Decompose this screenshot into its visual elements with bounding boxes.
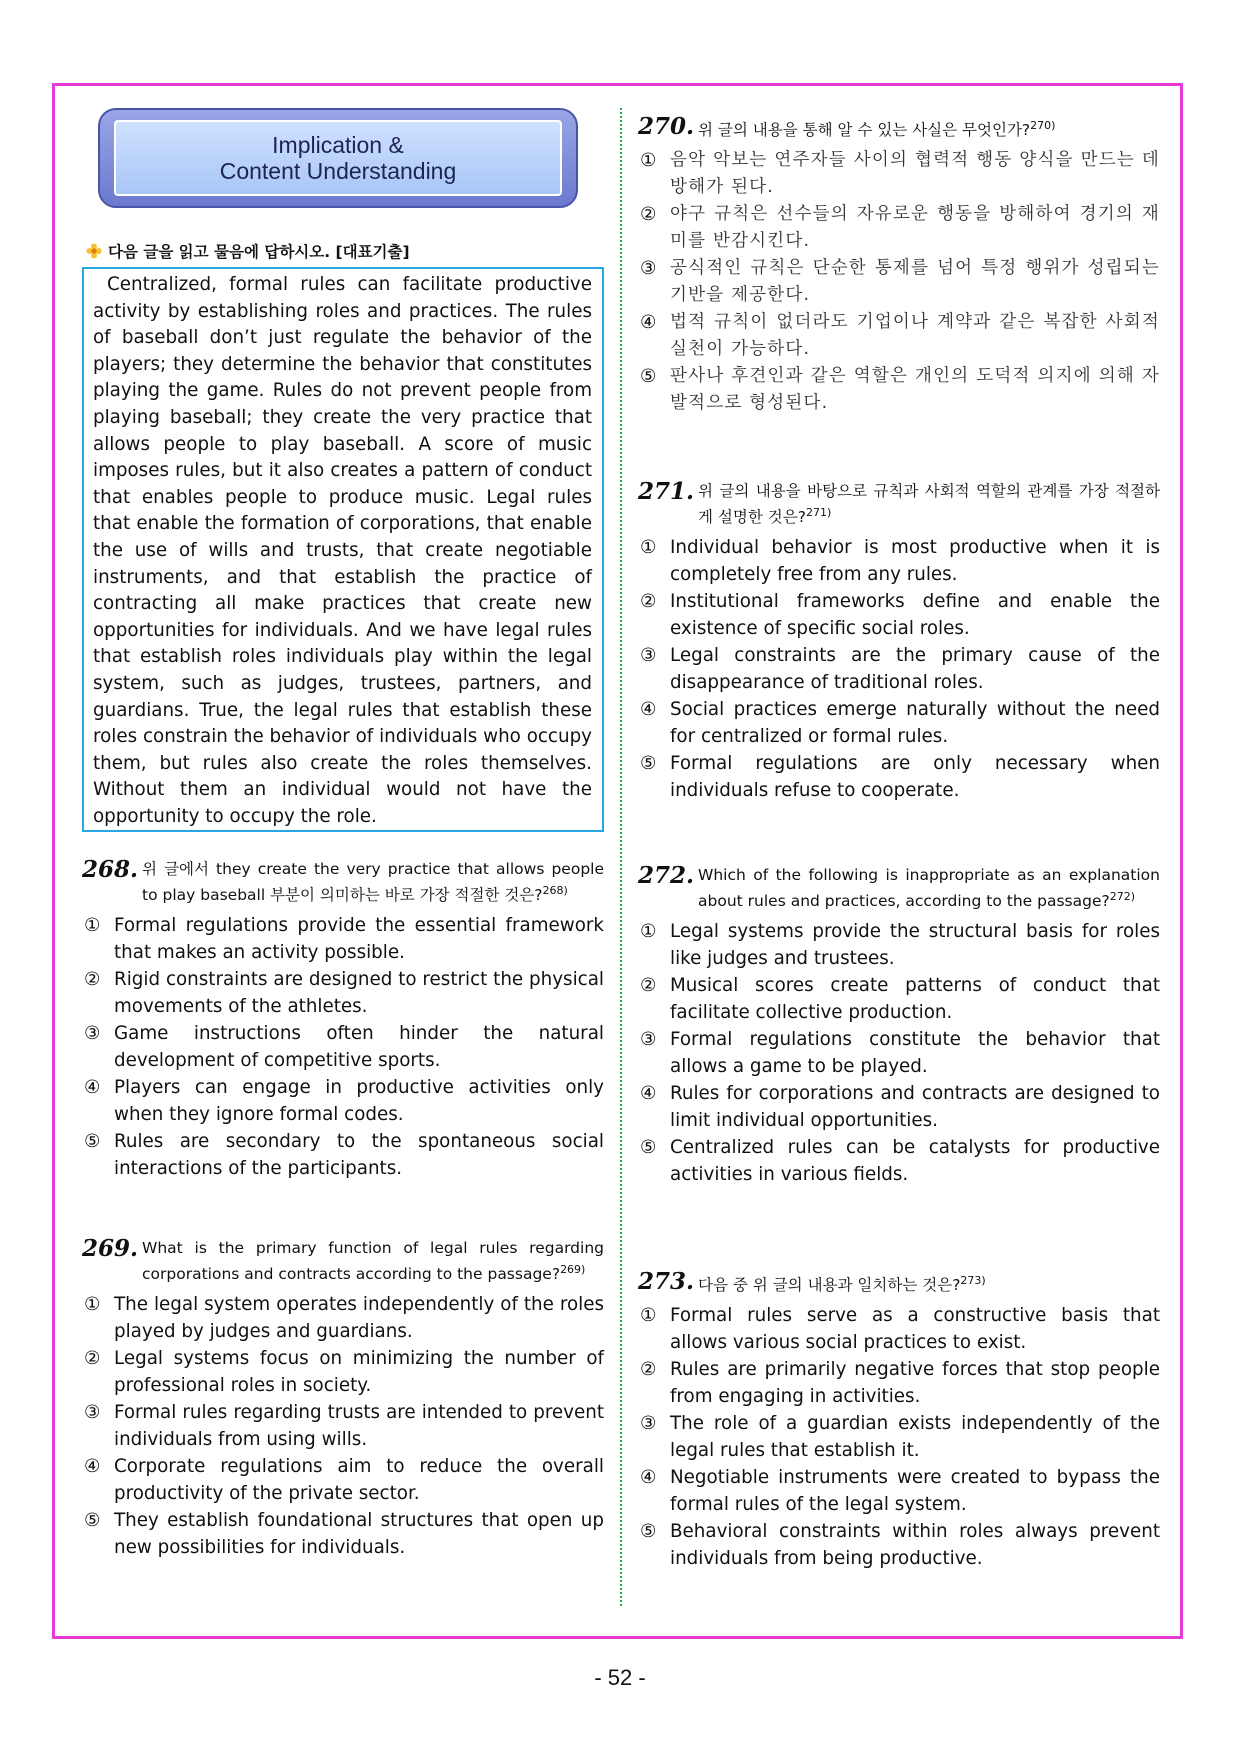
option-mark: ⑤ <box>640 1521 657 1543</box>
option-text: The legal system operates independently of the roles played by judges and guardians. <box>114 1294 604 1343</box>
option-3[interactable] <box>82 1020 604 1074</box>
question-272 <box>638 864 1160 1188</box>
option-2[interactable] <box>82 966 604 1020</box>
option-1[interactable] <box>82 1291 604 1345</box>
option-text: Social practices emerge naturally without the need for centralized or formal rules. <box>670 699 1160 748</box>
option-text: 판사나 후견인과 같은 역할은 개인의 도덕적 의지에 의해 자발적으로 형성된다. <box>670 366 1160 414</box>
option-mark: ② <box>84 1348 101 1370</box>
option-text: Rules are secondary to the spontaneous social interactions of the participants. <box>114 1131 604 1180</box>
option-3[interactable] <box>638 1410 1160 1464</box>
question-ref: 268) <box>542 884 568 897</box>
option-2[interactable] <box>82 1345 604 1399</box>
option-2[interactable] <box>638 1356 1160 1410</box>
option-5[interactable] <box>638 1134 1160 1188</box>
option-mark: ④ <box>640 699 657 721</box>
option-mark: ⑤ <box>640 753 657 775</box>
section-title-line1: Implication & <box>272 132 404 158</box>
option-text: 공식적인 규칙은 단순한 통제를 넘어 특정 행위가 성립되는 기반을 제공한다. <box>670 258 1160 306</box>
option-text: Legal systems provide the structural basis for roles like judges and trustees. <box>670 921 1160 970</box>
option-text: Formal rules serve as a constructive basis that allows various social practices to exist. <box>670 1305 1160 1354</box>
option-list <box>638 147 1160 417</box>
question-stem <box>698 1270 1160 1296</box>
option-text: Game instructions often hinder the natural development of competitive sports. <box>114 1023 604 1072</box>
option-1[interactable] <box>638 918 1160 972</box>
option-mark: ③ <box>84 1023 101 1045</box>
option-1[interactable] <box>638 1302 1160 1356</box>
option-text: They establish foundational structures that open up new possibilities for individuals. <box>114 1510 604 1559</box>
option-list <box>638 918 1160 1188</box>
option-4[interactable] <box>638 696 1160 750</box>
option-3[interactable] <box>82 1399 604 1453</box>
question-number: 269. <box>82 1235 139 1262</box>
option-mark: ③ <box>84 1402 101 1424</box>
option-4[interactable] <box>82 1074 604 1128</box>
option-list <box>638 534 1160 804</box>
question-270 <box>638 115 1160 417</box>
option-mark: ⑤ <box>640 366 657 388</box>
option-text: Formal regulations are only necessary when individuals refuse to cooperate. <box>670 753 1160 802</box>
option-mark: ② <box>640 204 657 226</box>
question-stem-text: 다음 중 위 글의 내용과 일치하는 것은? <box>698 1276 961 1295</box>
option-text: 음악 악보는 연주자들 사이의 협력적 행동 양식을 만드는 데 방해가 된다. <box>670 150 1160 198</box>
option-mark: ② <box>640 1359 657 1381</box>
option-mark: ② <box>640 591 657 613</box>
option-text: Negotiable instruments were created to bypass the formal rules of the legal system. <box>670 1467 1160 1516</box>
option-5[interactable] <box>638 1518 1160 1572</box>
option-mark: ① <box>640 921 657 943</box>
option-list <box>82 912 604 1182</box>
page-number: - 52 - <box>594 1665 646 1690</box>
question-stem <box>698 480 1160 528</box>
question-stem-text: Which of the following is inappropriate as an explanation about rules and practices, according to the passage? <box>698 866 1160 911</box>
option-2[interactable] <box>638 972 1160 1026</box>
question-stem-text: What is the primary function of legal rules regarding corporations and contracts according to the passage? <box>142 1239 604 1284</box>
option-3[interactable] <box>638 255 1160 309</box>
option-mark: ① <box>640 1305 657 1327</box>
section-title-inner <box>114 120 562 196</box>
question-273 <box>638 1270 1160 1572</box>
option-text: Legal systems focus on minimizing the number of professional roles in society. <box>114 1348 604 1397</box>
reading-passage: Centralized, formal rules can facilitate productive activity by establishing roles and practices. The rules of baseball don’t just regulate the behavior of the players; they determine the behavior that constitutes playing the game. Rules do not prevent people from playing baseball; they create the very practice that allows people to play baseball. A score of music imposes rules, but it also creates a pattern of conduct that enables people to produce music. Legal rules that enable the formation of corporations, that enable the use of wills and trusts, that create negotiable instruments, and that establish the practice of contracting all make practices that create new opportunities for individuals. And we have legal rules that establish roles individuals play within the legal system, such as judges, trustees, partners, and guardians. True, the legal rules that establish these roles constrain the behavior of individuals who occupy them, but rules also create the roles themselves. Without them an individual would not have the opportunity to occupy the role. <box>82 267 604 832</box>
option-mark: ② <box>84 969 101 991</box>
option-text: 법적 규칙이 없더라도 기업이나 계약과 같은 복잡한 사회적 실천이 가능하다. <box>670 312 1160 360</box>
question-number: 273. <box>638 1268 695 1295</box>
question-number: 272. <box>638 862 695 889</box>
option-text: 야구 규칙은 선수들의 자유로운 행동을 방해하여 경기의 재미를 반감시킨다. <box>670 204 1160 252</box>
flower-icon <box>86 243 102 259</box>
column-divider <box>620 108 622 1606</box>
option-text: Rules for corporations and contracts are designed to limit individual opportunities. <box>670 1083 1160 1132</box>
option-mark: ② <box>640 975 657 997</box>
question-268 <box>82 858 604 1182</box>
option-mark: ④ <box>84 1077 101 1099</box>
option-5[interactable] <box>638 363 1160 417</box>
option-text: Musical scores create patterns of conduct that facilitate collective production. <box>670 975 1160 1024</box>
option-5[interactable] <box>638 750 1160 804</box>
option-mark: ③ <box>640 258 657 280</box>
option-4[interactable] <box>638 1080 1160 1134</box>
option-text: Rigid constraints are designed to restrict the physical movements of the athletes. <box>114 969 604 1018</box>
option-text: Players can engage in productive activities only when they ignore formal codes. <box>114 1077 604 1126</box>
option-4[interactable] <box>82 1453 604 1507</box>
section-title-banner <box>98 108 578 208</box>
instruction-line <box>86 240 606 262</box>
option-text: Individual behavior is most productive when it is completely free from any rules. <box>670 537 1160 586</box>
option-1[interactable] <box>82 912 604 966</box>
option-2[interactable] <box>638 588 1160 642</box>
option-5[interactable] <box>82 1507 604 1561</box>
option-mark: ① <box>640 537 657 559</box>
option-5[interactable] <box>82 1128 604 1182</box>
option-mark: ⑤ <box>84 1131 101 1153</box>
option-mark: ⑤ <box>84 1510 101 1532</box>
question-ref: 271) <box>805 506 832 519</box>
option-text: Formal regulations constitute the behavior that allows a game to be played. <box>670 1029 1160 1078</box>
option-mark: ⑤ <box>640 1137 657 1159</box>
question-stem <box>698 115 1160 141</box>
option-mark: ① <box>84 915 101 937</box>
option-4[interactable] <box>638 309 1160 363</box>
question-ref: 273) <box>960 1274 986 1287</box>
question-number: 271. <box>638 478 695 505</box>
question-269 <box>82 1237 604 1561</box>
option-list <box>638 1302 1160 1572</box>
option-text: The role of a guardian exists independently of the legal rules that establish it. <box>670 1413 1160 1462</box>
question-stem <box>142 1237 604 1285</box>
option-1[interactable] <box>638 534 1160 588</box>
option-mark: ④ <box>640 312 657 334</box>
option-text: Formal rules regarding trusts are intended to prevent individuals from using wills. <box>114 1402 604 1451</box>
question-271 <box>638 480 1160 804</box>
option-mark: ③ <box>640 645 657 667</box>
option-mark: ① <box>84 1294 101 1316</box>
question-stem-text: 위 글의 내용을 바탕으로 규칙과 사회적 역할의 관계를 가장 적절하게 설명한 것은? <box>698 482 1160 527</box>
option-mark: ④ <box>640 1467 657 1489</box>
option-text: Corporate regulations aim to reduce the overall productivity of the private sector. <box>114 1456 604 1505</box>
option-2[interactable] <box>638 201 1160 255</box>
option-1[interactable] <box>638 147 1160 201</box>
question-number: 270. <box>638 113 695 140</box>
option-4[interactable] <box>638 1464 1160 1518</box>
question-stem <box>698 864 1160 912</box>
question-number: 268. <box>82 856 139 883</box>
option-mark: ④ <box>84 1456 101 1478</box>
option-text: Legal constraints are the primary cause of the disappearance of traditional roles. <box>670 645 1160 694</box>
question-ref: 270) <box>1030 119 1056 132</box>
option-mark: ④ <box>640 1083 657 1105</box>
option-3[interactable] <box>638 1026 1160 1080</box>
option-text: Rules are primarily negative forces that stop people from engaging in activities. <box>670 1359 1160 1408</box>
question-ref: 272) <box>1109 890 1136 903</box>
question-stem-text: 위 글의 내용을 통해 알 수 있는 사실은 무엇인가? <box>698 121 1031 140</box>
question-ref: 269) <box>560 1263 586 1276</box>
option-mark: ① <box>640 150 657 172</box>
question-stem-text: 위 글에서 they create the very practice that allows people to play baseball 부분이 의미하는 바로 가장 적절한 것은? <box>142 860 604 905</box>
option-list <box>82 1291 604 1561</box>
option-text: Centralized rules can be catalysts for productive activities in various fields. <box>670 1137 1160 1186</box>
option-text: Behavioral constraints within roles always prevent individuals from being productive. <box>670 1521 1160 1570</box>
option-3[interactable] <box>638 642 1160 696</box>
question-stem <box>142 858 604 906</box>
option-text: Formal regulations provide the essential framework that makes an activity possible. <box>114 915 604 964</box>
option-mark: ③ <box>640 1029 657 1051</box>
instruction-text: 다음 글을 읽고 물음에 답하시오. [대표기출] <box>108 243 410 261</box>
option-mark: ③ <box>640 1413 657 1435</box>
option-text: Institutional frameworks define and enable the existence of specific social roles. <box>670 591 1160 640</box>
section-title-line2: Content Understanding <box>219 158 457 184</box>
